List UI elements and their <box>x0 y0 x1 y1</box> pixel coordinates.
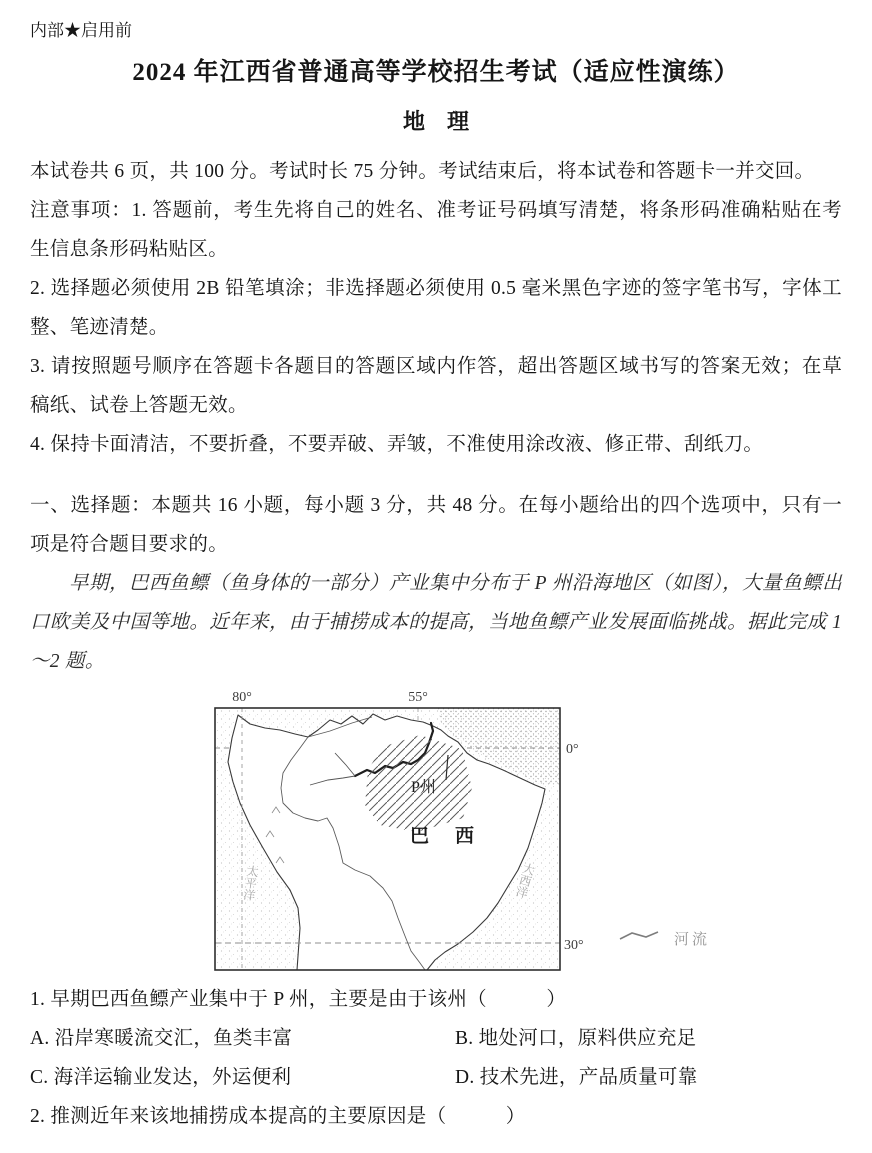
note-3: 3. 请按照题号顺序在答题卡各题目的答题区域内作答，超出答题区域书写的答案无效；在草稿纸、试卷上答题无效。 <box>30 356 842 417</box>
question-1-option-c: C. 海洋运输业发达，外运便利 <box>30 1067 292 1089</box>
question-2-text: 2. 推测近年来该地捕捞成本提高的主要原因是（ ） <box>30 1106 526 1128</box>
legend-river-symbol <box>620 932 658 939</box>
note-4: 4. 保持卡面清洁，不要折叠，不要弄破、弄皱，不准使用涂改液、修正带、刮纸刀。 <box>30 434 764 456</box>
equator-label: 0° <box>566 742 579 758</box>
exam-title: 2024 年江西省普通高等学校招生考试（适应性演练） <box>132 59 740 87</box>
lat-30-label: 30° <box>564 938 584 954</box>
question-1-option-b: B. 地处河口，原料供应充足 <box>455 1028 697 1050</box>
lon-55-label: 55° <box>408 690 428 706</box>
exam-intro: 本试卷共 6 页，共 100 分。考试时长 75 分钟。考试结束后，将本试卷和答题卡一并交回。 <box>30 161 815 183</box>
brazil-map-figure <box>180 685 750 980</box>
classification-label: 内部★启用前 <box>30 21 132 40</box>
question-1-option-a: A. 沿岸寒暖流交汇，鱼类丰富 <box>30 1028 293 1050</box>
country-label: 巴西 <box>410 826 501 848</box>
note-1: 注意事项：1. 答题前，考生先将自己的姓名、准考证号码填写清楚，将条形码准确粘贴在考生信息条形码粘贴区。 <box>30 200 842 261</box>
ocean-label-pacific: 太平洋 <box>241 864 260 902</box>
lon-80-label: 80° <box>232 690 252 706</box>
legend-river-label: 河流 <box>674 932 711 949</box>
ocean-label-atlantic: 大西洋 <box>513 861 537 900</box>
region-label: P州 <box>411 779 436 797</box>
brazil-map-svg <box>180 685 750 980</box>
section-1-heading: 一、选择题：本题共 16 小题，每小题 3 分，共 48 分。在每小题给出的四个选项中，只有一项是符合题目要求的。 <box>30 495 842 556</box>
question-group-stimulus: 早期，巴西鱼鳔（鱼身体的一部分）产业集中分布于 P 州沿海地区（如图），大量鱼鳔出口欧美及中国等地。近年来，由于捕捞成本的提高，当地鱼鳔产业发展面临挑战。据此完成 1～2 题。 <box>30 573 842 673</box>
question-1-text: 1. 早期巴西鱼鳔产业集中于 P 州，主要是由于该州（ ） <box>30 989 567 1011</box>
question-1-option-d: D. 技术先进，产品质量可靠 <box>455 1067 698 1089</box>
question-1-options <box>30 1019 842 1097</box>
note-2: 2. 选择题必须使用 2B 铅笔填涂；非选择题必须使用 0.5 毫米黑色字迹的签字笔书写，字体工整、笔迹清楚。 <box>30 278 842 339</box>
subject-title: 地 理 <box>402 108 469 134</box>
